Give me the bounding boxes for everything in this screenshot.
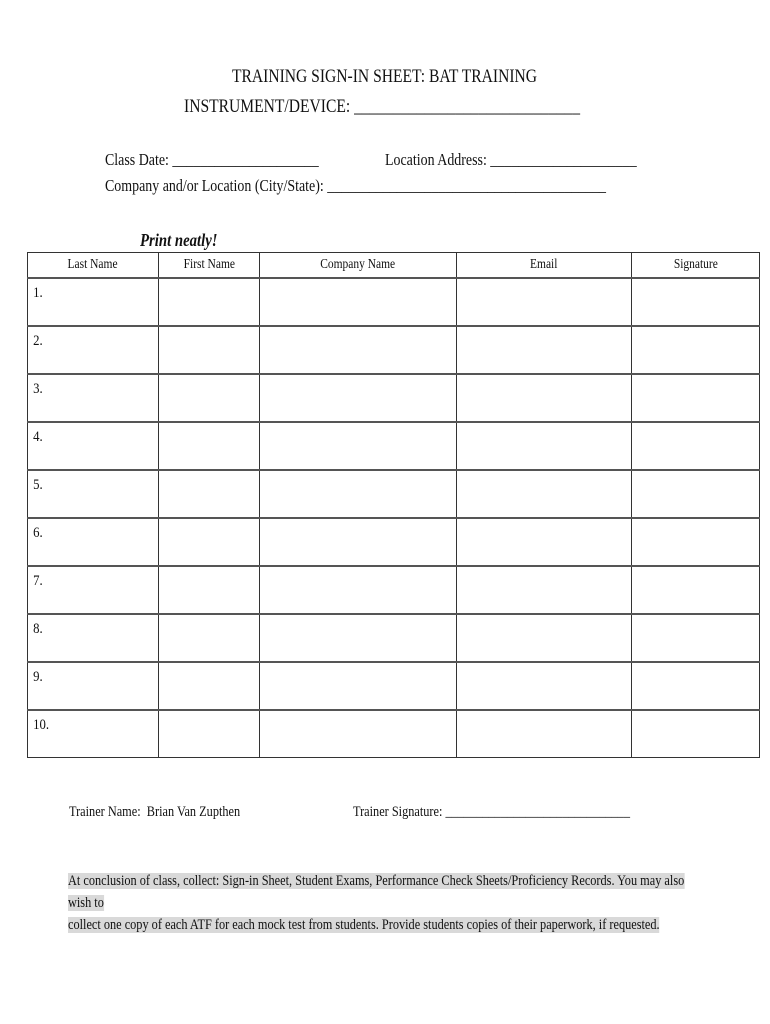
first-name-cell[interactable] [159,422,260,470]
email-cell[interactable] [457,470,632,518]
company-name-cell[interactable] [260,710,457,758]
trainer-signature-field: Trainer Signature: ______________________________ [353,804,630,820]
signature-cell[interactable] [632,422,760,470]
location-address-field: Location Address: _____________________ [385,150,637,169]
table-row [28,278,760,326]
row-number: 6. [28,518,159,566]
email-cell[interactable] [457,326,632,374]
signature-cell[interactable] [632,710,760,758]
row-number: 7. [28,566,159,614]
email-cell[interactable] [457,710,632,758]
sign-in-table [27,252,760,758]
header-first-name: First Name [159,253,260,279]
signature-cell[interactable] [632,326,760,374]
table-row [28,422,760,470]
company-name-cell[interactable] [260,422,457,470]
signature-cell[interactable] [632,470,760,518]
instrument-device-field: INSTRUMENT/DEVICE: _____________________________ [184,96,580,117]
class-date-field: Class Date: _____________________ [105,150,319,169]
signature-cell[interactable] [632,278,760,326]
table-row [28,662,760,710]
signature-cell[interactable] [632,614,760,662]
row-number: 5. [28,470,159,518]
table-row [28,710,760,758]
signature-cell[interactable] [632,662,760,710]
row-number: 9. [28,662,159,710]
first-name-cell[interactable] [159,566,260,614]
conclusion-note [68,870,708,936]
company-name-cell[interactable] [260,374,457,422]
signature-cell[interactable] [632,518,760,566]
company-name-cell[interactable] [260,662,457,710]
row-number: 10. [28,710,159,758]
table-row [28,518,760,566]
company-name-cell[interactable] [260,470,457,518]
row-number: 2. [28,326,159,374]
conclusion-note-line-1: At conclusion of class, collect: Sign-in Sheet, Student Exams, Performance Check Sheets/Proficiency Records. You may also wish to [68,873,685,911]
first-name-cell[interactable] [159,518,260,566]
trainer-name: Trainer Name: Brian Van Zupthen [69,804,241,820]
company-name-cell[interactable] [260,326,457,374]
row-number: 8. [28,614,159,662]
first-name-cell[interactable] [159,326,260,374]
table-row [28,374,760,422]
conclusion-note-line-2: collect one copy of each ATF for each mock test from students. Provide students copies of their paperwork, if requested. [68,917,660,933]
first-name-cell[interactable] [159,470,260,518]
email-cell[interactable] [457,422,632,470]
email-cell[interactable] [457,278,632,326]
email-cell[interactable] [457,614,632,662]
table-row [28,470,760,518]
header-email: Email [457,253,632,279]
table-row [28,326,760,374]
first-name-cell[interactable] [159,278,260,326]
company-location-field: Company and/or Location (City/State): ________________________________________ [105,176,607,195]
email-cell[interactable] [457,374,632,422]
email-cell[interactable] [457,566,632,614]
email-cell[interactable] [457,662,632,710]
company-name-cell[interactable] [260,278,457,326]
row-number: 4. [28,422,159,470]
company-name-cell[interactable] [260,614,457,662]
row-number: 1. [28,278,159,326]
email-cell[interactable] [457,518,632,566]
row-number: 3. [28,374,159,422]
print-neatly-instruction: Print neatly! [140,230,218,250]
company-name-cell[interactable] [260,518,457,566]
header-signature: Signature [632,253,760,279]
signature-cell[interactable] [632,374,760,422]
table-row [28,566,760,614]
table-header-row [28,253,760,279]
signature-cell[interactable] [632,566,760,614]
header-company-name: Company Name [260,253,457,279]
first-name-cell[interactable] [159,614,260,662]
first-name-cell[interactable] [159,374,260,422]
header-last-name: Last Name [28,253,159,279]
table-row [28,614,760,662]
company-name-cell[interactable] [260,566,457,614]
first-name-cell[interactable] [159,662,260,710]
first-name-cell[interactable] [159,710,260,758]
document-title: TRAINING SIGN-IN SHEET: BAT TRAINING [232,66,538,87]
